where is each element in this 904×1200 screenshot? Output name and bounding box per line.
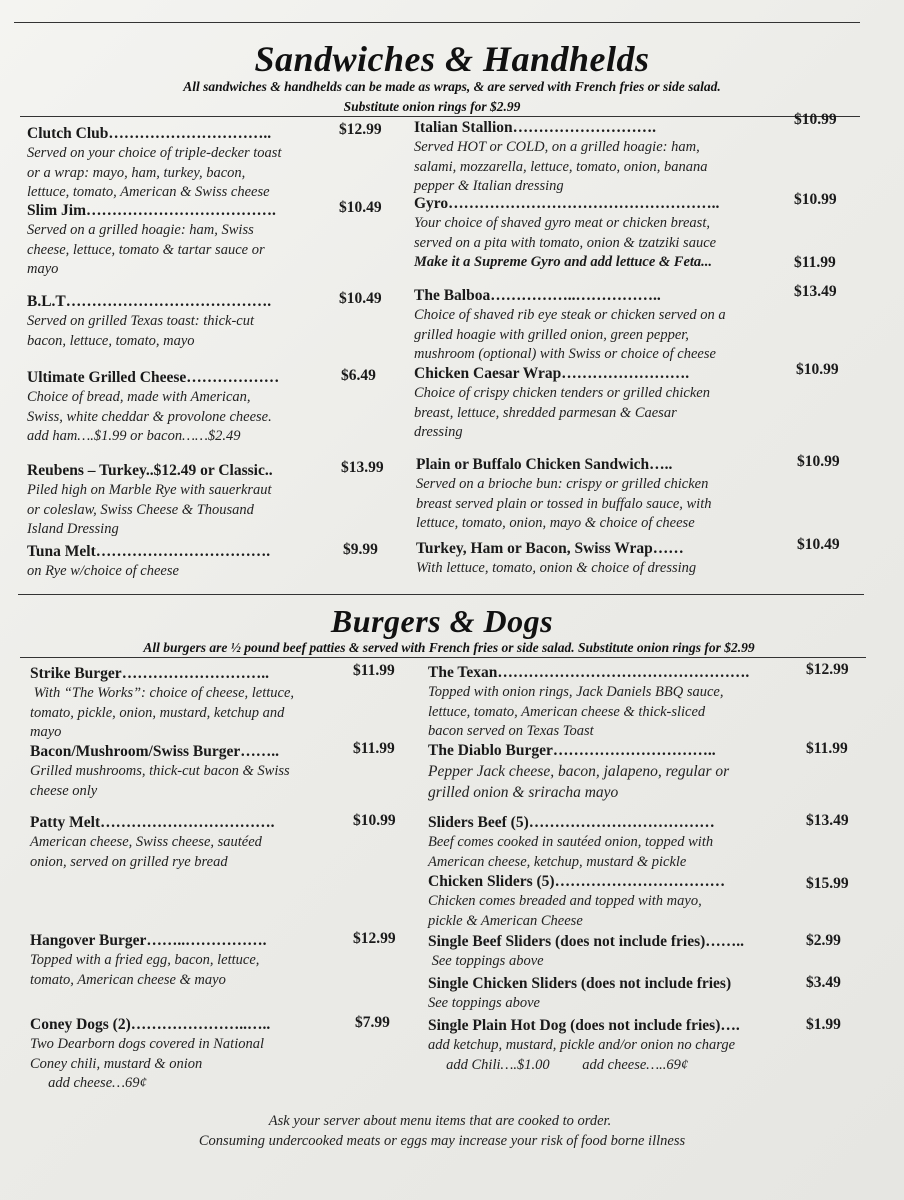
item-desc: cheese only <box>30 782 98 799</box>
section-note: All sandwiches & handhelds can be made as wraps, & are served with French fries or side salad. <box>183 79 721 94</box>
item-desc: Island Dressing <box>27 521 119 537</box>
menu-item-blt <box>27 292 327 351</box>
item-desc: Served on your choice of triple-decker toast <box>27 145 282 161</box>
menu-item-strike-burger <box>30 664 340 743</box>
item-price: $13.49 <box>806 812 849 829</box>
item-desc: bacon served on Texas Toast <box>428 723 594 739</box>
menu-item-coney-dogs <box>30 1015 340 1094</box>
menu-item-gyro <box>414 194 784 273</box>
item-desc: lettuce, tomato, American & Swiss cheese <box>27 184 270 200</box>
item-name: Clutch Club………………………….. <box>27 125 272 142</box>
item-desc: lettuce, tomato, American cheese & thick-sliced <box>428 703 706 720</box>
menu-item-tuna-melt <box>27 542 327 582</box>
item-price: $10.99 <box>794 191 837 208</box>
item-desc: tomato, pickle, onion, mustard, ketchup and <box>30 704 285 721</box>
item-name: Plain or Buffalo Chicken Sandwich….. <box>416 456 673 473</box>
item-desc: American cheese, Swiss cheese, sautéed <box>30 834 262 850</box>
item-desc: or coleslaw, Swiss Cheese & Thousand <box>27 501 254 518</box>
item-desc: With “The Works”: choice of cheese, lettuce, <box>30 685 295 701</box>
item-price: $10.49 <box>339 290 382 307</box>
item-desc: Served on a brioche bun: crispy or grilled chicken <box>416 476 709 492</box>
item-desc: add ham….$1.99 or bacon……$2.49 <box>27 428 241 444</box>
menu-item-hangover-burger <box>30 931 340 990</box>
menu-item-slim-jim <box>27 201 327 280</box>
menu-item-hot-dog <box>428 1016 798 1075</box>
item-upgrade: Make it a Supreme Gyro and add lettuce & Feta... <box>414 254 713 270</box>
menu-item-sliders-beef <box>428 813 792 872</box>
item-name: Slim Jim………………………………. <box>27 202 276 219</box>
item-name: Ultimate Grilled Cheese……………… <box>27 369 280 386</box>
item-desc: American cheese, ketchup, mustard & pickle <box>428 853 687 870</box>
item-desc: bacon, lettuce, tomato, mayo <box>27 332 195 349</box>
item-desc: tomato, American cheese & mayo <box>30 971 226 988</box>
item-desc: Chicken comes breaded and topped with mayo, <box>428 893 702 909</box>
item-desc: Piled high on Marble Rye with sauerkraut <box>27 482 272 498</box>
item-name: Coney Dogs (2)…………………..….. <box>30 1016 271 1033</box>
menu-item-swiss-wrap <box>416 539 786 579</box>
section-note: Substitute onion rings for $2.99 <box>343 99 521 114</box>
item-desc: add cheese…69¢ <box>30 1075 147 1091</box>
item-desc: served on a pita with tomato, onion & tzatziki sauce <box>414 234 717 251</box>
menu-item-caesar-wrap <box>414 364 784 443</box>
item-desc: breast served plain or tossed in buffalo sauce, with <box>416 495 712 512</box>
section-note: All burgers are ½ pound beef patties & served with French fries or side salad. Substitute onion rings for $2.99 <box>143 640 755 655</box>
menu-item-buffalo-sandwich <box>416 455 786 534</box>
item-price: $10.99 <box>794 111 837 128</box>
footer-note: Consuming undercooked meats or eggs may increase your risk of food borne illness <box>198 1133 686 1149</box>
item-price: $11.99 <box>806 740 848 757</box>
item-desc: onion, served on grilled rye bread <box>30 853 228 870</box>
divider <box>20 657 866 658</box>
item-desc: Choice of bread, made with American, <box>27 389 251 405</box>
item-desc: breast, lettuce, shredded parmesan & Caesar <box>414 404 677 421</box>
item-price: $13.49 <box>794 283 837 300</box>
item-name: The Diablo Burger………………………….. <box>428 742 716 759</box>
item-desc: or a wrap: mayo, ham, turkey, bacon, <box>27 164 246 181</box>
menu-item-italian-stallion <box>414 118 784 197</box>
item-desc: salami, mozzarella, lettuce, tomato, onion, banana <box>414 158 708 175</box>
item-price: $12.99 <box>806 661 849 678</box>
item-name: Patty Melt……………………………. <box>30 814 275 831</box>
item-desc: Topped with onion rings, Jack Daniels BBQ sauce, <box>428 684 724 700</box>
item-name: Gyro…………………………………………….. <box>414 195 720 212</box>
item-desc: With lettuce, tomato, onion & choice of dressing <box>416 560 697 576</box>
item-desc: grilled hoagie with grilled onion, green pepper, <box>414 326 689 343</box>
item-price: $10.49 <box>339 199 382 216</box>
menu-item-grilled-cheese <box>27 368 327 447</box>
footer-note: Ask your server about menu items that are cooked to order. <box>268 1113 612 1129</box>
item-price: $11.99 <box>353 740 395 757</box>
item-name: Bacon/Mushroom/Swiss Burger…….. <box>30 743 280 760</box>
item-price: $3.49 <box>806 974 841 991</box>
item-price: $10.99 <box>797 453 840 470</box>
item-desc: Your choice of shaved gyro meat or chicken breast, <box>414 215 710 231</box>
item-desc: mayo <box>30 724 62 740</box>
item-name: Chicken Sliders (5)…………………………… <box>428 873 726 890</box>
item-desc: mayo <box>27 261 59 277</box>
menu-item-diablo-burger <box>428 741 792 803</box>
item-desc: grilled onion & sriracha mayo <box>428 784 619 801</box>
item-desc: on Rye w/choice of cheese <box>27 563 179 579</box>
item-price: $11.99 <box>353 662 395 679</box>
item-desc: pickle & American Cheese <box>428 912 583 929</box>
item-price: $10.49 <box>797 536 840 553</box>
item-desc: Served on a grilled hoagie: ham, Swiss <box>27 222 254 238</box>
item-desc: lettuce, tomato, onion, mayo & choice of cheese <box>416 515 695 531</box>
menu-item-clutch-club <box>27 124 327 203</box>
item-price: $9.99 <box>343 541 378 558</box>
menu-item-single-chicken-sliders <box>428 974 792 1014</box>
menu-item-chicken-sliders <box>428 872 792 931</box>
item-price: $12.99 <box>353 930 396 947</box>
item-name: Single Plain Hot Dog (does not include fries)…. <box>428 1017 740 1034</box>
item-name: The Balboa……………..…………….. <box>414 287 661 304</box>
item-price: $7.99 <box>355 1014 390 1031</box>
item-name: The Texan…………………………………………. <box>428 664 750 681</box>
item-name: Chicken Caesar Wrap……………………. <box>414 365 690 382</box>
item-desc: cheese, lettuce, tomato & tartar sauce or <box>27 241 265 258</box>
item-desc: Choice of shaved rib eye steak or chicken served on a <box>414 307 726 323</box>
menu-item-reubens <box>27 461 327 540</box>
item-desc: add ketchup, mustard, pickle and/or onion no charge <box>428 1037 735 1053</box>
section-title-burgers: Burgers & Dogs <box>330 603 554 639</box>
item-desc: Beef comes cooked in sautéed onion, topped with <box>428 834 714 850</box>
item-name: Tuna Melt……………………………. <box>27 543 271 560</box>
item-name: Single Beef Sliders (does not include fries)…….. <box>428 933 745 950</box>
item-price: $12.99 <box>339 121 382 138</box>
menu-item-single-beef-sliders <box>428 932 792 972</box>
item-desc: dressing <box>414 424 463 440</box>
item-desc: Pepper Jack cheese, bacon, jalapeno, regular or <box>428 763 730 780</box>
item-name: Single Chicken Sliders (does not include fries) <box>428 975 732 992</box>
item-desc: Choice of crispy chicken tenders or grilled chicken <box>414 385 710 401</box>
item-desc: Swiss, white cheddar & provolone cheese. <box>27 408 272 425</box>
item-desc: Grilled mushrooms, thick-cut bacon & Swiss <box>30 763 290 779</box>
item-desc: See toppings above <box>428 995 540 1011</box>
item-name: Sliders Beef (5)……………………………… <box>428 814 715 831</box>
item-price: $13.99 <box>341 459 384 476</box>
item-price: $15.99 <box>806 875 849 892</box>
item-desc: Two Dearborn dogs covered in National <box>30 1036 265 1052</box>
item-desc: Topped with a fried egg, bacon, lettuce, <box>30 952 260 968</box>
menu-item-balboa <box>414 286 784 365</box>
item-upgrade-price: $11.99 <box>794 254 836 271</box>
item-name: Hangover Burger……..……………. <box>30 932 267 949</box>
item-desc: Coney chili, mustard & onion <box>30 1055 203 1072</box>
menu-item-texan <box>428 663 792 742</box>
item-desc: Served HOT or COLD, on a grilled hoagie: ham, <box>414 139 700 155</box>
item-name: B.L.T…………………………………. <box>27 293 272 310</box>
divider <box>14 22 860 23</box>
item-price: $6.49 <box>341 367 376 384</box>
section-title-sandwiches: Sandwiches & Handhelds <box>254 39 650 79</box>
item-price: $10.99 <box>796 361 839 378</box>
divider <box>18 594 864 595</box>
item-desc: Served on grilled Texas toast: thick-cut <box>27 313 254 329</box>
item-price: $10.99 <box>353 812 396 829</box>
item-name: Turkey, Ham or Bacon, Swiss Wrap…… <box>416 540 684 557</box>
item-name: Reubens – Turkey..$12.49 or Classic.. <box>27 462 273 479</box>
item-name: Italian Stallion………………………. <box>414 119 656 136</box>
item-price: $2.99 <box>806 932 841 949</box>
item-desc: See toppings above <box>428 953 544 969</box>
item-price: $1.99 <box>806 1016 841 1033</box>
menu-item-patty-melt <box>30 813 340 872</box>
menu-item-bms-burger <box>30 742 340 801</box>
divider <box>20 116 860 117</box>
item-desc: pepper & Italian dressing <box>414 178 564 194</box>
item-name: Strike Burger……………………….. <box>30 665 269 682</box>
item-desc: mushroom (optional) with Swiss or choice of cheese <box>414 346 716 362</box>
item-desc: add Chili….$1.00 add cheese…..69¢ <box>428 1056 689 1073</box>
